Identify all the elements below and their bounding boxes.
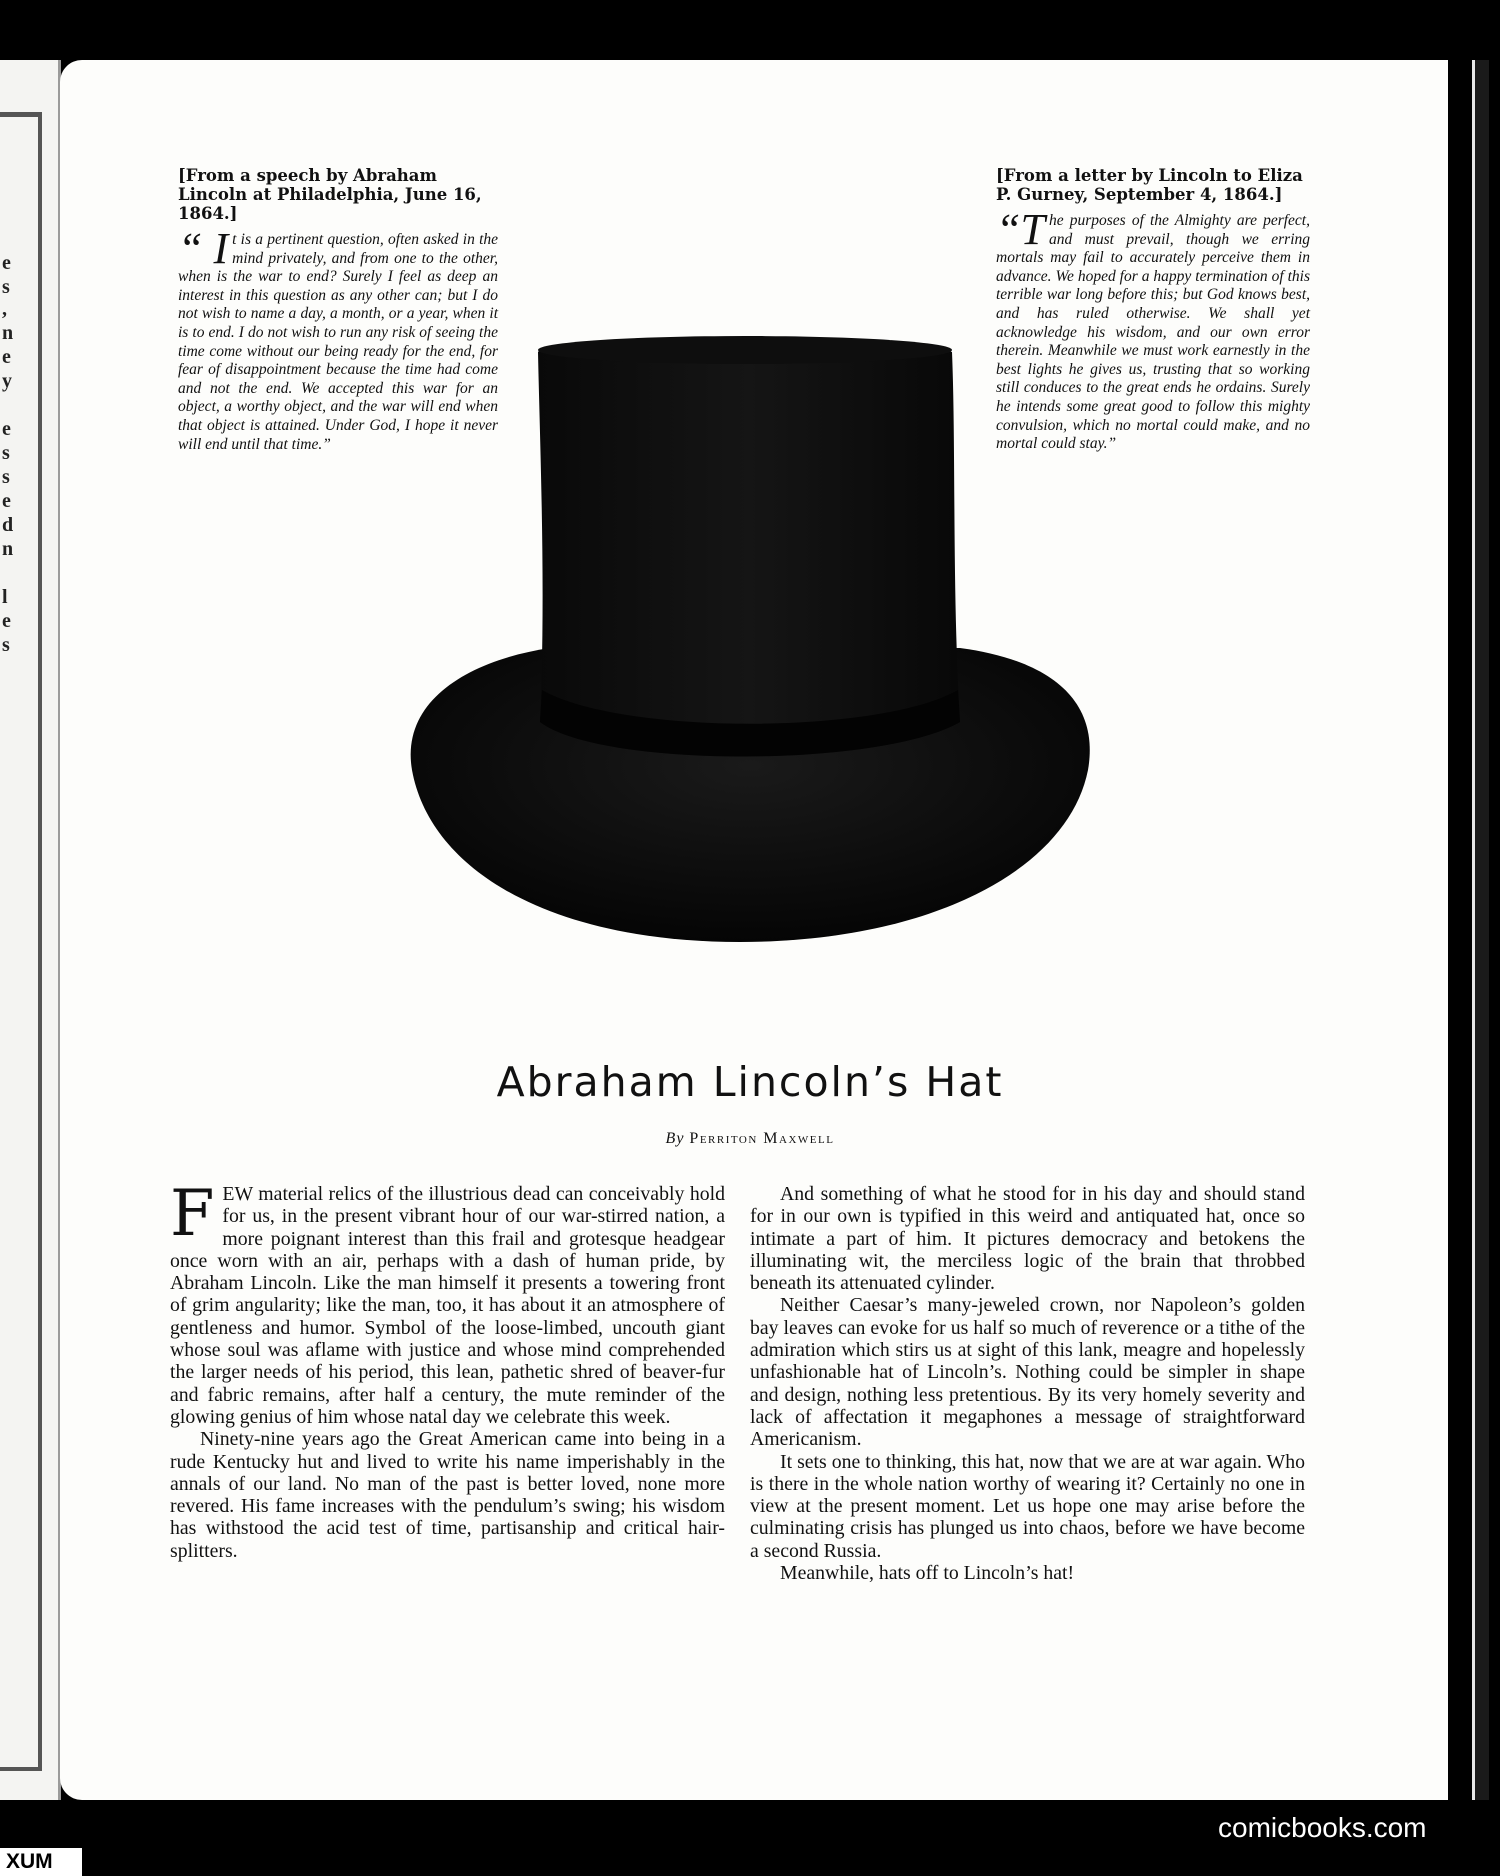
article-column-left <box>170 1177 725 1562</box>
byline-prefix: By <box>665 1130 685 1147</box>
paragraph: Neither Caesar’s many-jeweled crown, nor Napoleon’s golden bay leaves can evoke for us half so much of reverence or a tithe of the admiration which stirs us at sight of this lank, meagre and hopelessly unfashionable hat of Lincoln’s. Nothing could be simpler in shape and design, nothing less pretentious. By its very homely severity and lack of affectation it megaphones a message of straightforward Americanism. <box>750 1294 1305 1451</box>
edge-letter: d <box>2 514 14 536</box>
byline-author: Perriton Maxwell <box>689 1130 835 1147</box>
corner-label: XUM <box>0 1848 82 1876</box>
edge-letter: s <box>2 276 10 298</box>
article-column-right <box>750 1183 1305 1584</box>
edge-letter: s <box>2 634 10 656</box>
edge-letter: n <box>2 538 14 560</box>
paragraph: It sets one to thinking, this hat, now that we are at war again. Who is there in the whole nation worthy of wearing it? Certainly no one in view at the present moment. Let us hope one may arise before the culminating crisis has plunged us into chaos, before we have become a second Russia. <box>750 1450 1305 1562</box>
right-page-edge <box>1472 60 1489 1800</box>
left-quote-source: [From a speech by Abraham Lincoln at Philadelphia, June 16, 1864.] <box>178 166 482 223</box>
edge-letter: y <box>2 370 12 392</box>
left-quote-initial: “ I <box>178 224 229 273</box>
paragraph: Meanwhile, hats off to Lincoln’s hat! <box>780 1562 1075 1585</box>
edge-letter: e <box>2 252 11 274</box>
scan-border-top <box>0 0 1500 60</box>
top-hat-image <box>400 330 1100 960</box>
left-quote-body: t is a pertinent question, often asked in the mind privately, and from one to the other, when is the war to end? Surely I feel as deep an interest in this question as any other can; but I do not wish to name a day, a month, or a year, when it is to end. I do not wish to run any risk of seeing the time come without our being ready for the end, for fear of disappointment because the time had come and not the end. We accepted this war for an object, a worthy object, and the war will end when that object is attained. Under God, I hope it never will end until that time.” <box>178 231 498 453</box>
edge-letter: e <box>2 346 11 368</box>
right-quote-initial: “T <box>996 205 1045 254</box>
paragraph: Ninety-nine years ago the Great American came into being in a rude Kentucky hut and lived to write his name imperishably in the annals of our land. No man of the past is better loved, none more revered. His fame increases with the pendulum’s swing; his wisdom has withstood the acid test of time, partisanship and critical hair-splitters. <box>170 1428 725 1562</box>
edge-letter: , <box>2 298 7 320</box>
watermark: comicbooks.com <box>1218 1812 1427 1843</box>
paragraph-text: EW material relics of the illustrious dead can conceivably hold for us, in the present vibrant hour of our war-stirred nation, a more poignant interest than this frail and grotesque headgear once worn with an air, perhaps with a dash of human pride, by Abraham Lincoln. Like the man himself it presents a towering front of grim angularity; like the man, too, it has about it an atmosphere of gentleness and humor. Symbol of the loose-limbed, uncouth giant whose soul was aflame with justice and whose mind comprehended the larger needs of his period, this lean, pathetic shred of beaver-fur and fabric remains, after half a century, the mute reminder of the glowing genius of him whose natal day we celebrate this week. <box>170 1183 725 1428</box>
paragraph <box>170 1177 725 1428</box>
right-quote-body: he purposes of the Almighty are perfect, and must prevail, though we erring mortals may fail to accurately perceive them in advance. We hoped for a happy termination of this terrible war long before this; but God knows best, and has ruled otherwise. We shall yet acknowledge his wisdom, and our own error therein. Meanwhile we must work earnestly in the best lights he gives us, trusting that so working still conduces to the great ends he ordains. Surely he intends some great good to follow this mighty convulsion, which no mortal could make, and no mortal could stay.” <box>996 212 1310 453</box>
hat-crown <box>538 340 960 757</box>
article-title: Abraham Lincoln’s Hat <box>496 1058 1004 1106</box>
edge-letter: n <box>2 322 14 344</box>
edge-letter: s <box>2 442 10 464</box>
byline <box>0 1130 1500 1148</box>
edge-letter: e <box>2 610 11 632</box>
drop-cap-initial: F <box>170 1177 215 1251</box>
edge-letter: l <box>2 586 8 608</box>
right-quote-source: [From a letter by Lincoln to Eliza P. Gurney, September 4, 1864.] <box>996 166 1303 204</box>
paragraph: And something of what he stood for in his day and should stand for in our own is typified in this weird and antiquated hat, once so intimate a part of him. It pictures democracy and betokens the illuminating wit, the merciless logic of the brain that throbbed beneath its attenuated cylinder. <box>750 1183 1305 1295</box>
hat-crown-top <box>538 336 952 364</box>
edge-letter: e <box>2 490 11 512</box>
edge-letter: s <box>2 466 10 488</box>
edge-letter: e <box>2 418 11 440</box>
